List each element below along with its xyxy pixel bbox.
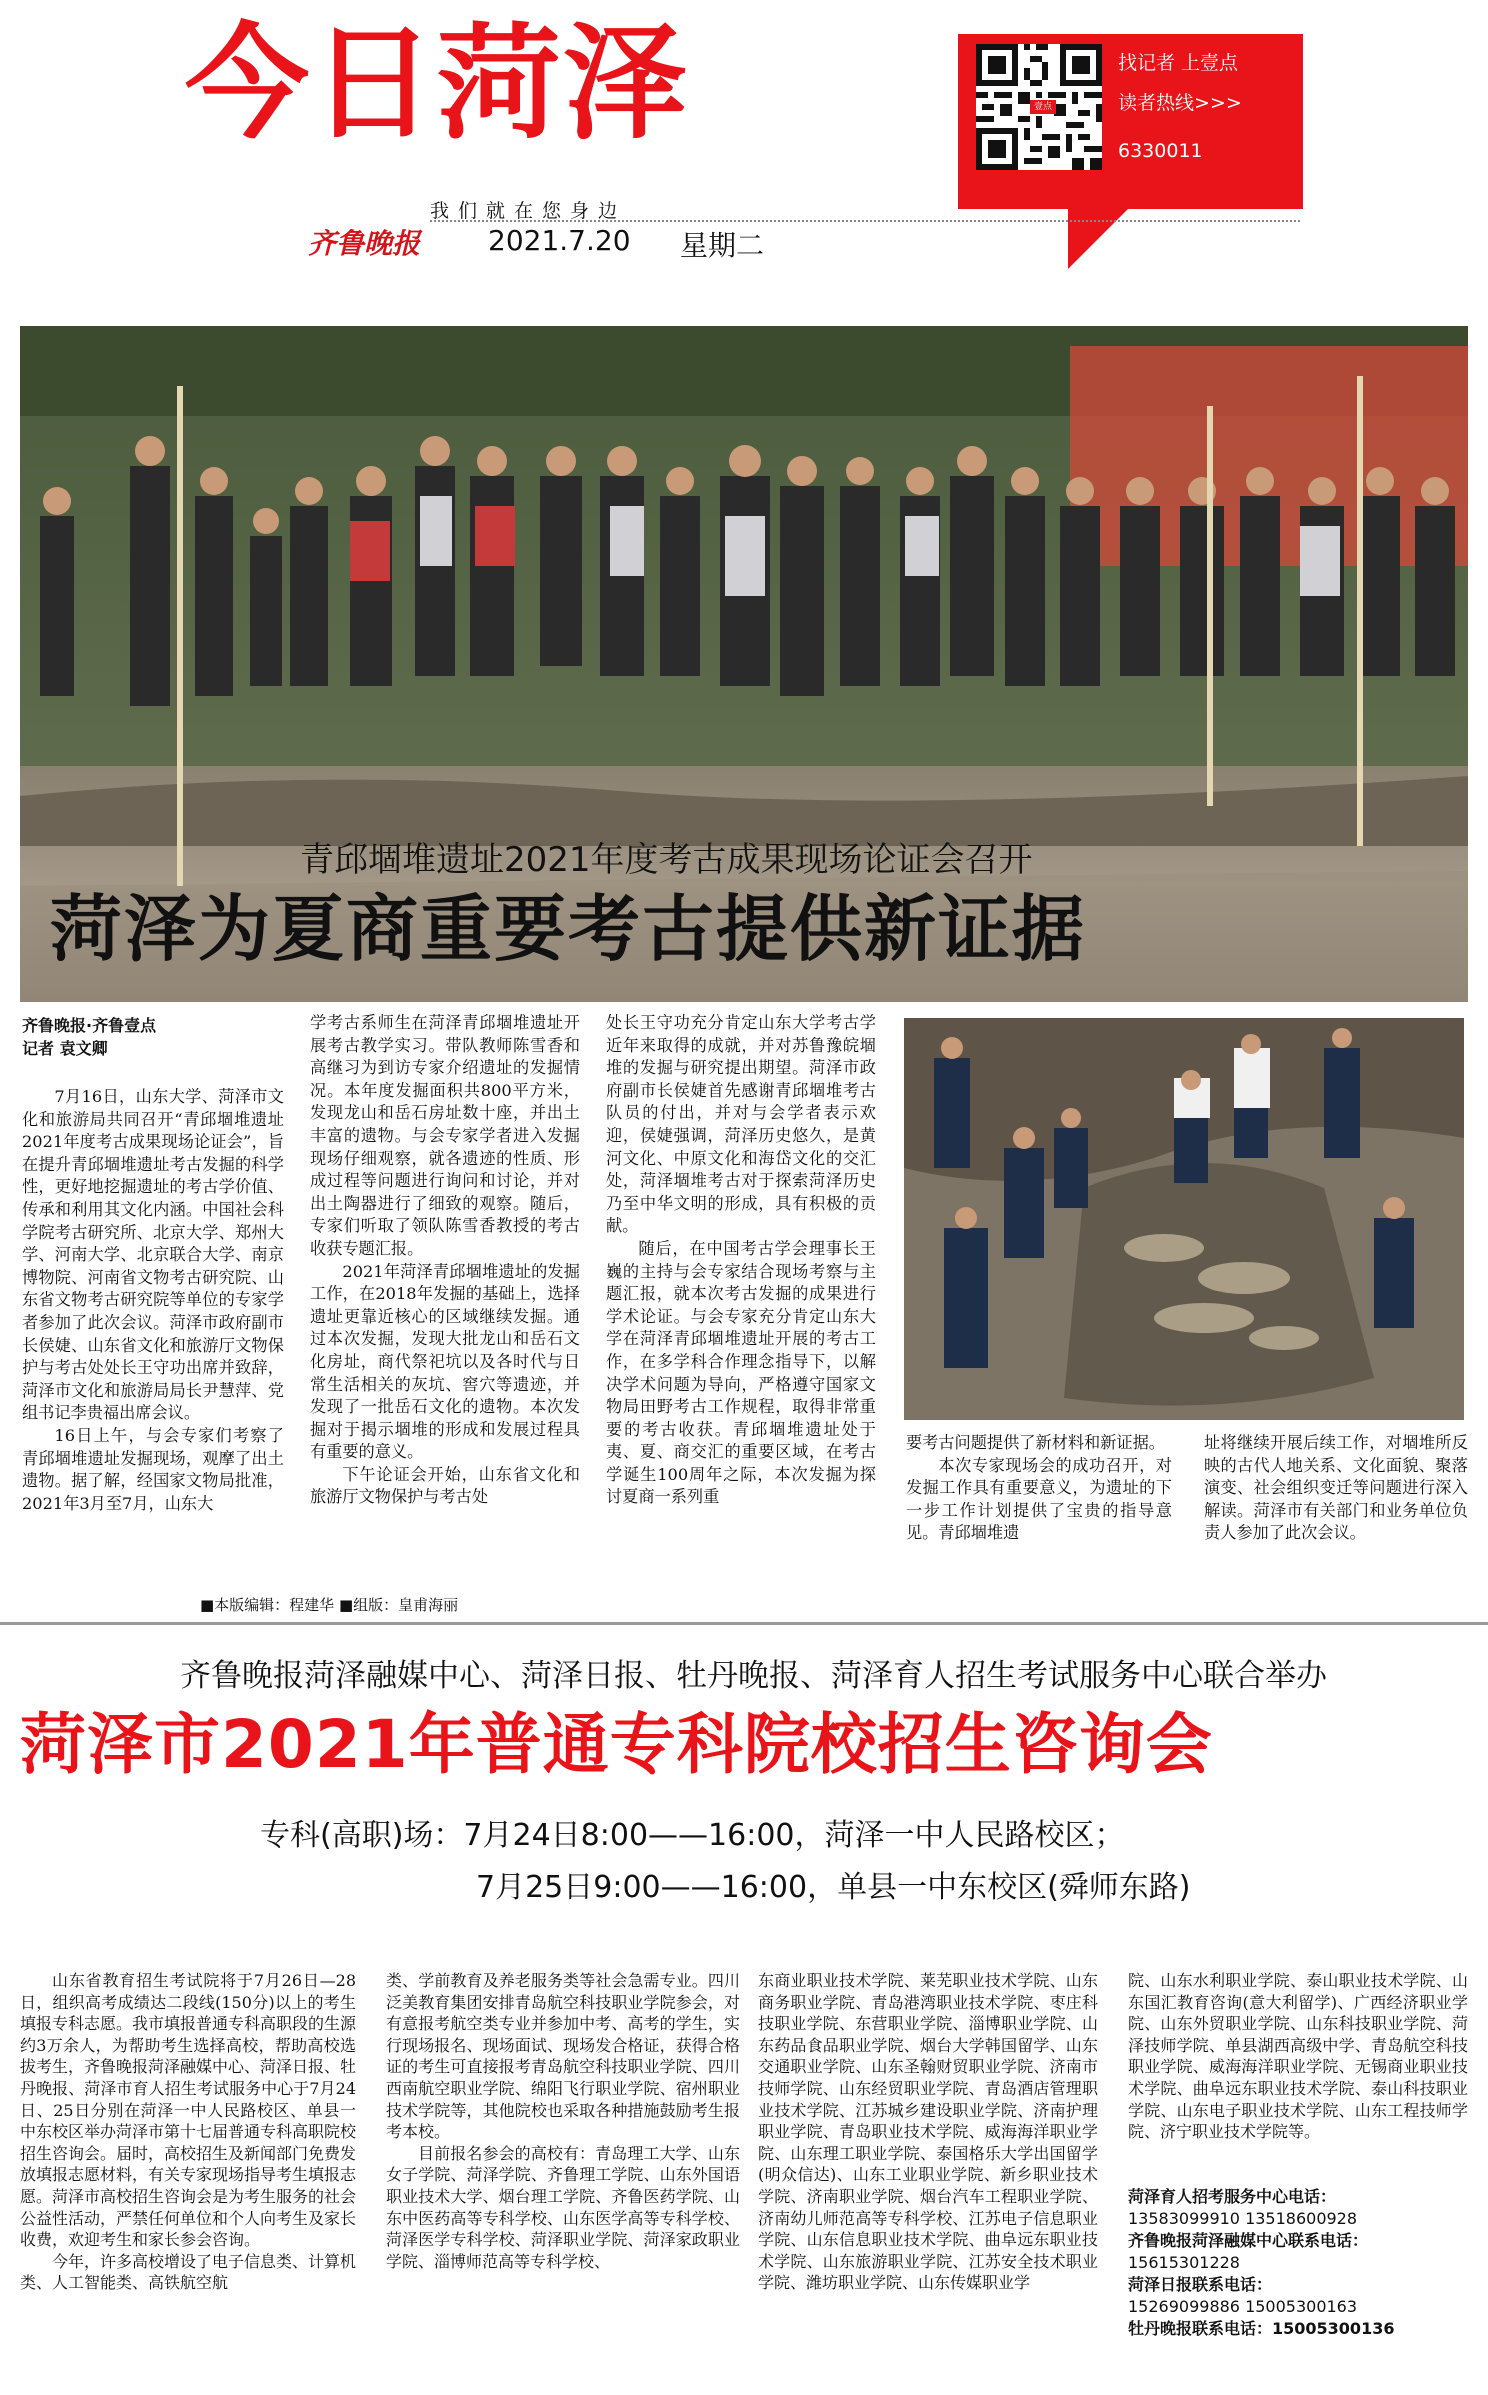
paragraph: 学考古系师生在菏泽青邱堌堆遗址开展考古教学实习。带队教师陈雪香和高继习为到访专家介绍遗址的发掘情况。本年度发掘面积共800平方米，发现龙山和岳石房址数十座，并出土丰富的遗物。与会专家学者进入发掘现场仔细观察，就各遗迹的性质、形成过程等问题进行询问和讨论，并对出土陶器进行了细致的观察。随后，专家们听取了领队陈雪香教授的考古收获专题汇报。: [310, 1013, 580, 1258]
article-column-1: [22, 1086, 284, 1513]
contact-phone: 13583099910 13518600928: [1128, 2209, 1358, 2228]
article-column-4: [906, 1432, 1172, 1582]
paragraph: 随后，在中国考古学会理事长王巍的主持与会专家结合现场考察与主题汇报，就本次考古发掘的成果进行学术论证。与会专家充分肯定山东大学在菏泽青邱堌堆遗址开展的考古工作，在多学科合作理念指导下，以解决学术问题为导向，严格遵守国家文物局田野考古工作规程，取得非常重要的考古收获。青邱堌堆遗址处于夷、夏、商交汇的重要区域，在考古学诞生100周年之际，本次发掘为探讨夏商一系列重: [606, 1238, 876, 1507]
event-session-1: 专科(高职)场：7月24日8:00——16:00，菏泽一中人民路校区；: [260, 1818, 1125, 1853]
paragraph: 山东省教育招生考试院将于7月26日—28日，组织高考成绩达二段线(150分)以上的考生填报专科志愿。我市填报普通专科高职段的生源约3万余人，为帮助考生选择高校，帮助高校选拔考生，齐鲁晚报菏泽融媒中心、菏泽日报、牡丹晚报、菏泽市育人招生考试服务中心于7月24日、25日分别在菏泽一中人民路校区、单县一中东校区举办菏泽市第十七届普通专科高职院校招生咨询会。届时，高校招生及新闻部门免费发放填报志愿材料，有关专家现场指导考生填报志愿。菏泽市高校招生咨询会是为考生服务的社会公益性活动，严禁任何单位和个人向考生及家长收费，欢迎考生和家长参会咨询。: [20, 1971, 357, 2250]
paragraph: 2021年菏泽青邱堌堆遗址的发掘工作，在2018年发掘的基础上，选择遗址更靠近核心的区域继续发掘。通过本次发掘，发现大批龙山和岳石文化房址，商代祭祀坑以及各时代与日常生活相关的灰坑、窖穴等遗迹，并发现了一批岳石文化的遗物。本次发掘对于揭示堌堆的形成和发展过程具有重要的意义。: [310, 1261, 580, 1462]
masthead-slogan: 我们就在您身边: [430, 200, 627, 222]
paragraph: 处长王守功充分肯定山东大学考古学近年来取得的成就，并对苏鲁豫皖堌堆的发掘与研究提出期望。菏泽市政府副市长侯婕首先感谢青邱堌堆考古队员的付出，并对与会学者表示欢迎，侯婕强调，菏泽历史悠久，是黄河文化、中原文化和海岱文化的交汇处，菏泽堌堆考古对于探索菏泽历史乃至中华文明的形成，具有积极的贡献。: [606, 1013, 876, 1236]
notice-column-2: [386, 1970, 740, 2390]
contact-label: 菏泽日报联系电话：: [1128, 2275, 1273, 2294]
contact-list: [1128, 2186, 1468, 2340]
paragraph: 目前报名参会的高校有：青岛理工大学、山东女子学院、菏泽学院、齐鲁理工学院、山东外国语职业技术大学、烟台理工学院、齐鲁医药学院、山东中医药高等专科学校、山东医学高等专科学校、菏泽医学专科学校、菏泽职业学院、菏泽家政职业学院、淄博师范高等专科学校、: [386, 2143, 740, 2271]
reader-hotline-number: 6330011: [1118, 140, 1203, 162]
reader-hotline-label: 读者热线>>>: [1118, 92, 1242, 114]
paragraph: 16日上午，与会专家们考察了青邱堌堆遗址发掘现场，观摩了出土遗物。据了解，经国家文物局批准，2021年3月至7月，山东大: [22, 1425, 284, 1513]
paragraph: 今年，许多高校增设了电子信息类、计算机类、人工智能类、高铁航空航: [20, 2251, 357, 2293]
article-subheadline: 青邱堌堆遗址2021年度考古成果现场论证会召开: [300, 840, 1033, 880]
article-column-2: [310, 1012, 580, 1507]
article-reporter: 记者 袁文卿: [22, 1039, 108, 1058]
paragraph: 东商业职业技术学院、莱芜职业技术学院、山东商务职业学院、青岛港湾职业技术学院、枣庄科技职业学院、东营职业学院、淄博职业学院、山东药品食品职业学院、烟台大学韩国留学、山东交通职业学院、山东圣翰财贸职业学院、济南市技师学院、山东经贸职业学院、青岛酒店管理职业技术学院、江苏城乡建设职业学院、济南护理职业学院、青岛职业技术学院、威海海洋职业学院、山东理工职业学院、泰国格乐大学出国留学(明众信达)、山东工业职业学院、新乡职业技术学院、济南职业学院、烟台汽车工程职业学院、济南幼儿师范高等专科学校、江苏电子信息职业学院、山东信息职业技术学院、曲阜远东职业技术学院、山东旅游职业学院、江苏安全技术职业学院、潍坊职业学院、山东传媒职业学: [758, 1971, 1098, 2293]
event-organizers: 齐鲁晚报菏泽融媒中心、菏泽日报、牡丹晚报、菏泽育人招生考试服务中心联合举办: [180, 1658, 1327, 1694]
contact-label: 菏泽育人招考服务中心电话：: [1128, 2187, 1337, 2206]
contact-phone: 15269099886 15005300163: [1128, 2297, 1358, 2316]
paragraph: 本次专家现场会的成功召开，对发掘工作具有重要意义，为遗址的下一步工作计划提供了宝贵的指导意见。青邱堌堆遗: [906, 1455, 1172, 1543]
contact-phone: 15615301228: [1128, 2253, 1240, 2272]
issue-date: 2021.7.20: [488, 224, 631, 257]
paragraph: 要考古问题提供了新材料和新证据。: [906, 1433, 1165, 1452]
paragraph: 类、学前教育及养老服务类等社会急需专业。四川泛美教育集团安排青岛航空科技职业学院参会，对有意报考航空类专业并参加中考、高考的学生，实行现场报名、现场面试、现场发合格证，获得合格证的考生可直接报考青岛航空科技职业学院、四川西南航空职业学院、绵阳飞行职业学院、宿州职业技术学院等，其他院校也采取各种措施鼓励考生报考本校。: [386, 1971, 740, 2142]
article-column-3: [606, 1012, 876, 1507]
contact-label: 齐鲁晚报菏泽融媒中心联系电话：: [1128, 2231, 1369, 2250]
qr-label: 壹点: [1030, 100, 1056, 114]
section-divider: [0, 1622, 1488, 1625]
event-title: 菏泽市2021年普通专科院校招生咨询会: [20, 1706, 1213, 1783]
editor-credits: ■本版编辑：程建华 ■组版：皇甫海丽: [200, 1596, 459, 1614]
contact-label: 牡丹晚报联系电话：15005300136: [1128, 2319, 1395, 2338]
newspaper-brand-logo: 齐鲁晚报: [308, 227, 421, 260]
event-session-2: 7月25日9:00——16:00，单县一中东校区(舜师东路): [476, 1870, 1191, 1905]
notice-column-3: [758, 1970, 1098, 2390]
find-reporter-text: 找记者 上壹点: [1118, 52, 1239, 74]
notice-column-4: [1128, 1970, 1468, 2180]
article-column-5: [1204, 1432, 1468, 1582]
masthead-title: 今日菏泽: [185, 12, 690, 156]
paragraph: 下午论证会开始，山东省文化和旅游厅文物保护与考古处: [310, 1464, 580, 1507]
paragraph: 院、山东水利职业学院、泰山职业技术学院、山东国汇教育咨询(意大利留学)、广西经济职业学院、山东外贸职业学院、山东科技职业学院、菏泽技师学院、单县湖西高级中学、青岛航空科技职业学院、威海海洋职业学院、无锡商业职业技术学院、曲阜远东职业技术学院、泰山科技职业学院、山东电子职业技术学院、山东工程技师学院、济宁职业技术学院等。: [1128, 1971, 1468, 2142]
article-headline: 菏泽为夏商重要考古提供新证据: [50, 887, 1087, 971]
masthead-rule: [430, 220, 1300, 222]
article-source: 齐鲁晚报·齐鲁壹点: [22, 1016, 157, 1035]
paragraph: 址将继续开展后续工作，对堌堆所反映的古代人地关系、文化面貌、聚落演变、社会组织变迁等问题进行深入解读。菏泽市有关部门和业务单位负责人参加了此次会议。: [1204, 1433, 1468, 1543]
issue-weekday: 星期二: [680, 229, 765, 262]
notice-column-1: [20, 1970, 356, 2390]
paragraph: 7月16日，山东大学、菏泽市文化和旅游局共同召开“青邱堌堆遗址2021年度考古成果现场论证会”，旨在提升青邱堌堆遗址考古发掘的科学性，更好地挖掘遗址的考古学价值、传承和利用其文化内涵。中国社会科学院考古研究所、北京大学、郑州大学、河南大学、北京联合大学、南京博物院、河南省文物考古研究院、山东省文物考古研究院等单位的专家学者参加了此次会议。菏泽市政府副市长侯婕、山东省文化和旅游厅文物保护与考古处处长王守功出席并致辞，菏泽市文化和旅游局局长尹慧萍、党组书记李贵福出席会议。: [22, 1087, 284, 1423]
experts-inspecting-pit-photo: [904, 1018, 1464, 1420]
